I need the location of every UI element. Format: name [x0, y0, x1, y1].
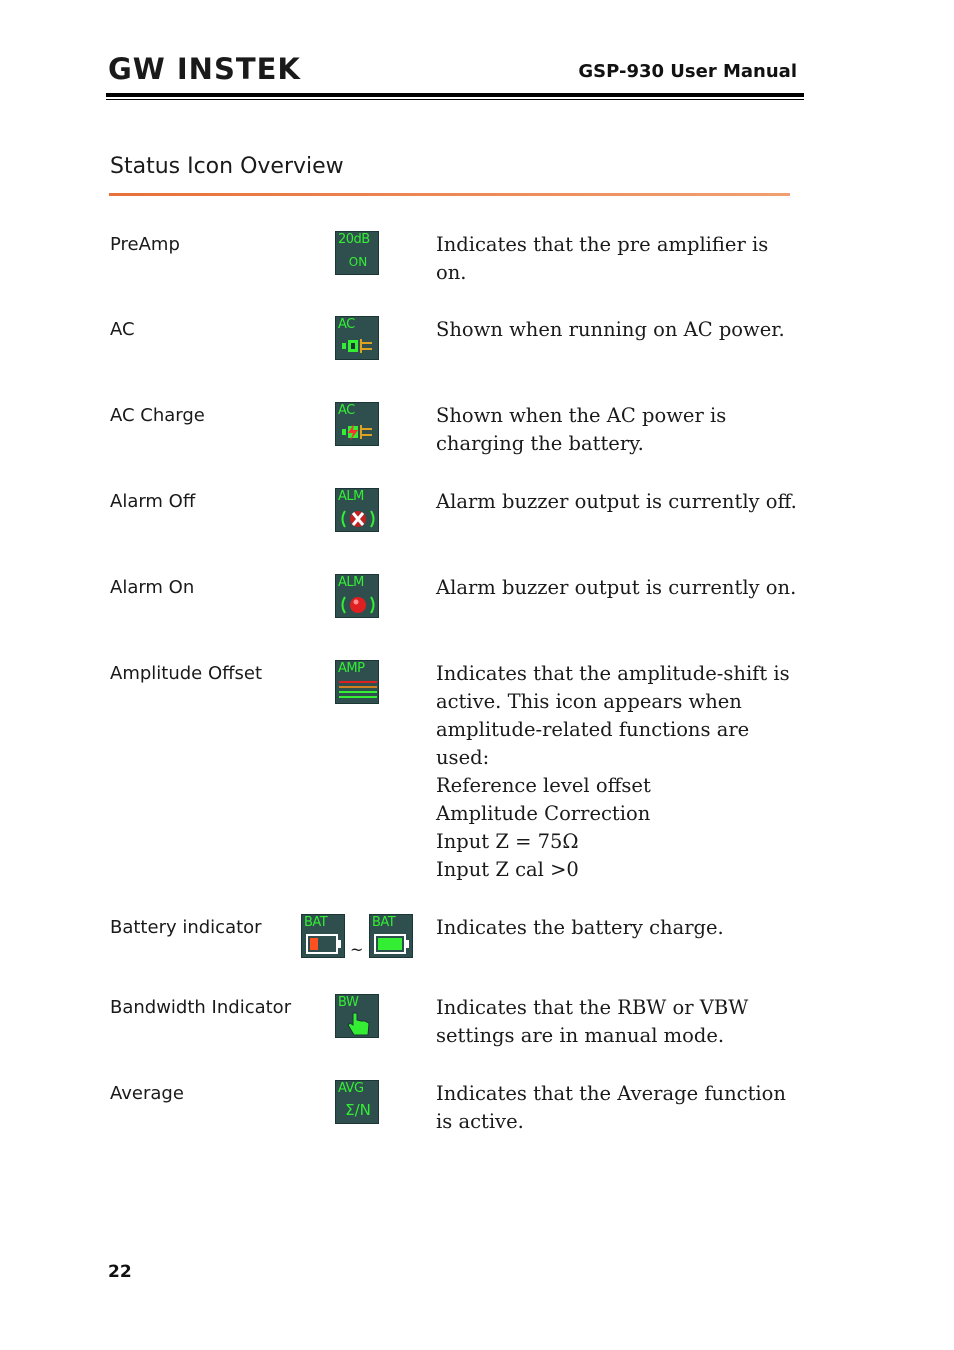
amplitude-bars-glyph — [336, 661, 379, 704]
row-description: Indicates the battery charge. — [436, 916, 724, 939]
row-label: Alarm On — [110, 577, 195, 598]
icon-text: BW — [338, 995, 359, 1010]
icon-text: AVG — [338, 1081, 364, 1096]
battery-full-icon — [369, 914, 413, 958]
row-description: Shown when the AC power is charging the battery. — [436, 404, 727, 455]
average-icon — [335, 1080, 379, 1124]
row-label: Average — [110, 1083, 184, 1104]
charge-glyph — [336, 403, 379, 446]
row-label: Amplitude Offset — [110, 663, 263, 684]
row-label: PreAmp — [110, 234, 180, 255]
icon-text: ALM — [338, 489, 364, 504]
row-description: Indicates that the RBW or VBW settings are in manual mode. — [436, 996, 749, 1047]
battery-range-tilde: ~ — [350, 940, 364, 959]
alarm-off-icon — [335, 488, 379, 532]
icon-text: BAT — [372, 915, 396, 930]
gw-instek-logo: GW INSTEK — [108, 52, 301, 86]
row-description: Indicates that the Average function is active. — [436, 1082, 786, 1133]
icon-text: AC — [338, 317, 355, 332]
icon-text: 20dB — [338, 232, 370, 247]
icon-text: AMP — [338, 661, 365, 676]
amplitude-offset-icon — [335, 660, 379, 704]
ac-charge-icon — [335, 402, 379, 446]
alarm-on-glyph — [336, 575, 379, 618]
alarm-on-icon — [335, 574, 379, 618]
icon-text: ALM — [338, 575, 364, 590]
header-rule — [106, 93, 804, 97]
battery-low-icon — [301, 914, 345, 958]
row-label: Battery indicator — [110, 917, 262, 938]
row-description: Shown when running on AC power. — [436, 318, 785, 341]
battery-low-glyph — [302, 915, 345, 958]
ac-plug-icon — [335, 316, 379, 360]
row-label: AC Charge — [110, 405, 205, 426]
icon-subtext: Σ/N — [345, 1101, 371, 1119]
row-description: Alarm buzzer output is currently off. — [436, 490, 797, 513]
section-rule — [109, 193, 790, 196]
header-rule-thin — [106, 99, 804, 100]
alarm-off-glyph — [336, 489, 379, 532]
hand-pointer-glyph — [336, 995, 379, 1038]
icon-text: AC — [338, 403, 355, 418]
plug-glyph — [336, 317, 379, 360]
row-description: Indicates that the pre amplifier is on. — [436, 233, 769, 284]
icon-subtext: ON — [348, 255, 368, 269]
icon-text: BAT — [304, 915, 328, 930]
row-label: Bandwidth Indicator — [110, 997, 292, 1018]
manual-title: GSP-930 User Manual — [578, 61, 797, 82]
row-label: AC — [110, 319, 135, 340]
page-number: 22 — [108, 1262, 132, 1282]
section-title: Status Icon Overview — [110, 154, 344, 179]
row-label: Alarm Off — [110, 491, 196, 512]
row-description: Indicates that the amplitude-shift is active. This icon appears when amplitude-related functions are used: Reference level offset Amplitude Correction Input Z = 75Ω Input Z cal >0 — [436, 662, 790, 881]
bandwidth-hand-icon — [335, 994, 379, 1038]
battery-full-glyph — [370, 915, 413, 958]
row-description: Alarm buzzer output is currently on. — [436, 576, 797, 599]
preamp-20db-icon — [335, 231, 379, 275]
